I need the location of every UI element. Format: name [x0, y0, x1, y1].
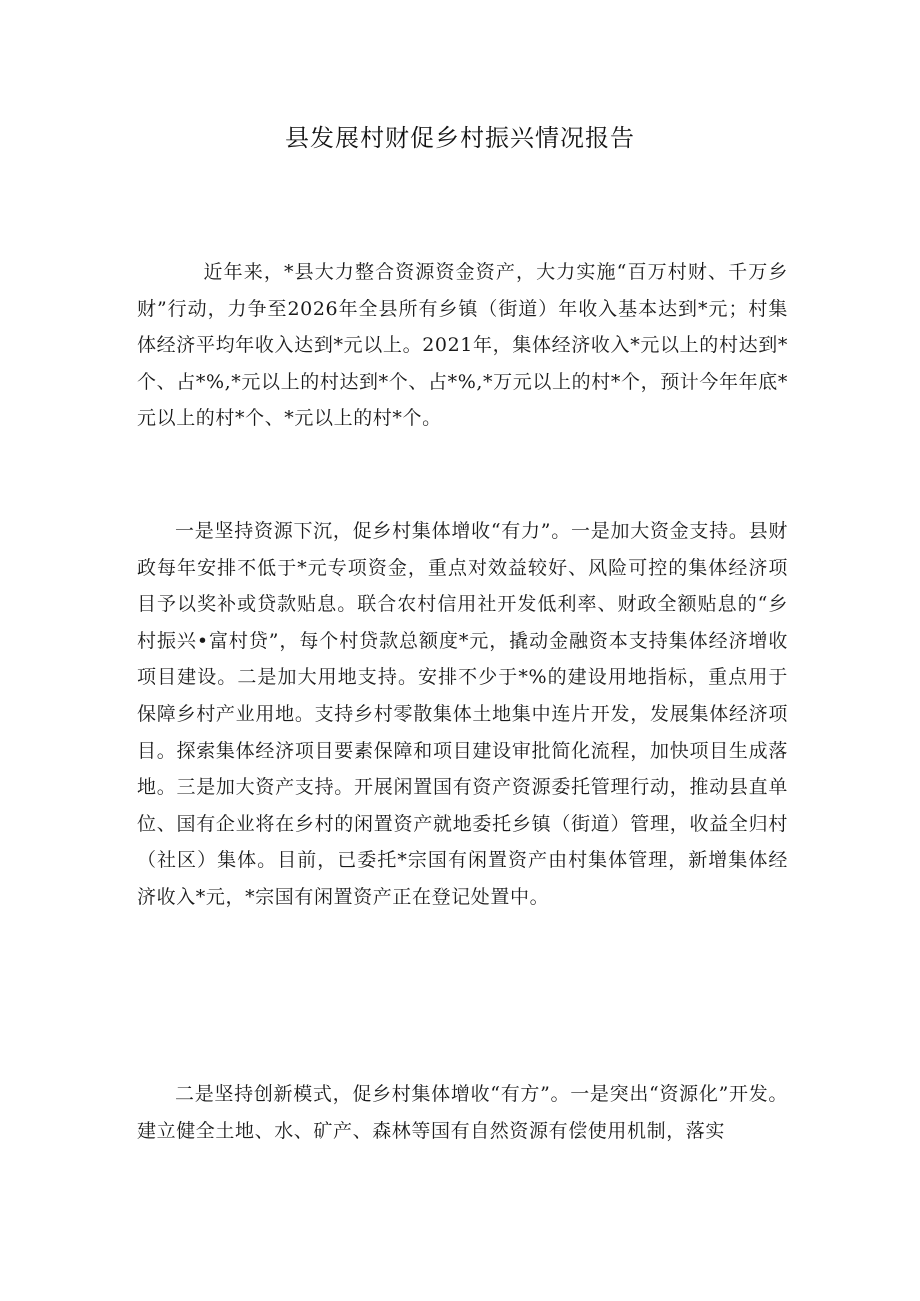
- paragraph-resource-sinking: 一是坚持资源下沉，促乡村集体增收“有力”。一是加大资金支持。县财政每年安排不低于*元专项资金，重点对效益较好、风险可控的集体经济项目予以奖补或贷款贴息。联合农村信用社开发低利率、财政全额贴息的“乡村振兴•富村贷”，每个村贷款总额度*元，撬动金融资本支持集体经济增收项目建设。二是加大用地支持。安排不少于*%的建设用地指标，重点用于保障乡村产业用地。支持乡村零散集体土地集中连片开发，发展集体经济项目。探索集体经济项目要素保障和项目建设审批简化流程，加快项目生成落地。三是加大资产支持。开展闲置国有资产资源委托管理行动，推动县直单位、国有企业将在乡村的闲置资产就地委托乡镇（街道）管理，收益全归村（社区）集体。目前，已委托*宗国有闲置资产由村集体管理，新增集体经济收入*元，*宗国有闲置资产正在登记处置中。: [137, 520, 788, 908]
- document-title: 县发展村财促乡村振兴情况报告: [285, 124, 635, 152]
- paragraph-intro: 近年来，*县大力整合资源资金资产，大力实施“百万村财、千万乡财”行动，力争至2026年全县所有乡镇（街道）年收入基本达到*元；村集体经济平均年收入达到*元以上。2021年，集体经济收入*元以上的村达到*个、占*%,*元以上的村达到*个、占*%,*万元以上的村*个，预计今年年底*元以上的村*个、*元以上的村*个。: [137, 261, 788, 430]
- paragraph-innovation-model: 二是坚持创新模式，促乡村集体增收“有方”。一是突出“资源化”开发。建立健全土地、水、矿产、森林等国有自然资源有偿使用机制，落实: [137, 1083, 788, 1142]
